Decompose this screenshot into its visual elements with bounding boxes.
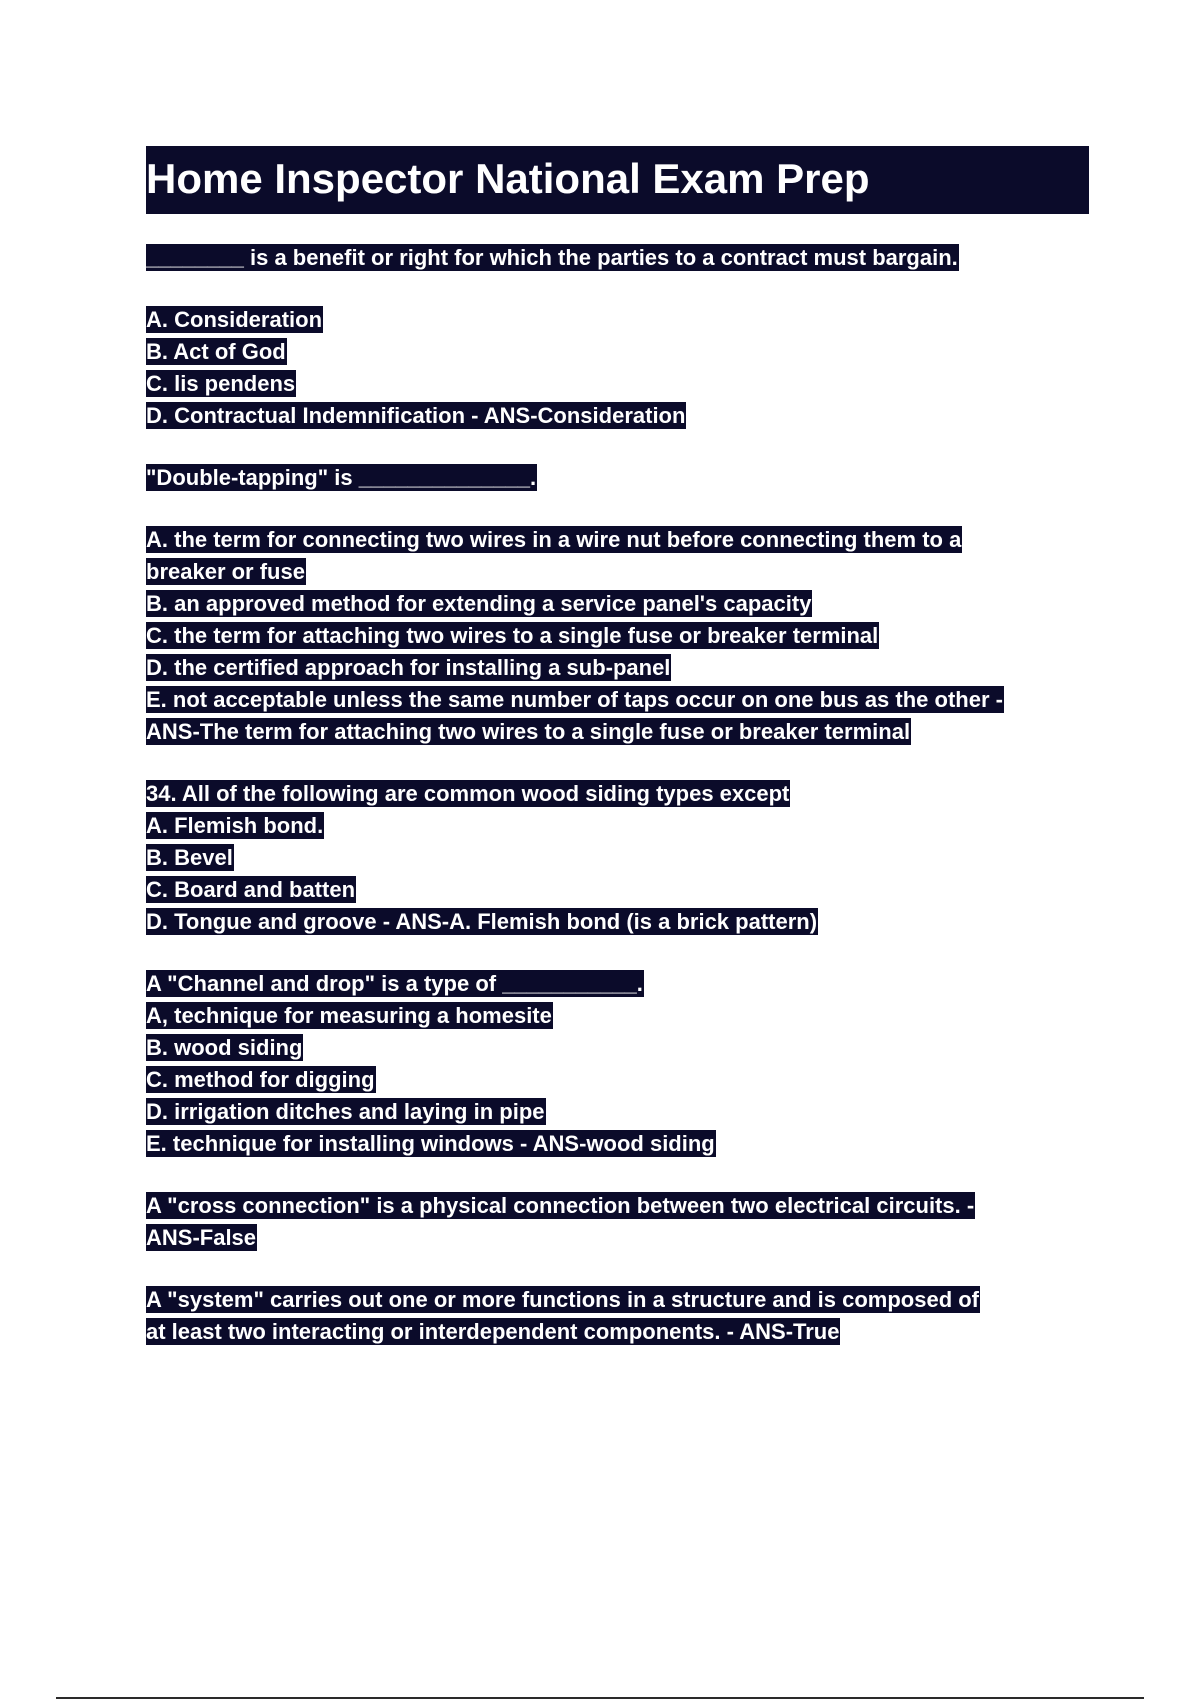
text-line	[146, 718, 1096, 750]
text-line	[146, 1318, 1096, 1350]
highlighted-text: ANS-False	[146, 1225, 257, 1250]
question-block	[146, 780, 1096, 940]
highlighted-text: B. wood siding	[146, 1035, 303, 1060]
text-line	[146, 1034, 1096, 1066]
highlighted-text: D. Tongue and groove - ANS-A. Flemish bond (is a brick pattern)	[146, 909, 818, 934]
text-line	[146, 338, 1096, 370]
highlighted-text: A. Consideration	[146, 307, 323, 332]
text-line	[146, 1286, 1096, 1318]
answer-options	[146, 306, 1096, 434]
text-line	[146, 812, 1096, 844]
highlighted-text: D. Contractual Indemnification - ANS-Consideration	[146, 403, 686, 428]
text-line	[146, 1002, 1096, 1034]
text-line	[146, 306, 1096, 338]
text-line	[146, 654, 1096, 686]
highlighted-text: A, technique for measuring a homesite	[146, 1003, 552, 1028]
text-line	[146, 1098, 1096, 1130]
highlighted-text: A. the term for connecting two wires in a wire nut before connecting them to a	[146, 527, 962, 552]
highlighted-text: C. the term for attaching two wires to a single fuse or breaker terminal	[146, 623, 879, 648]
highlighted-text: D. irrigation ditches and laying in pipe	[146, 1099, 545, 1124]
answer-options	[146, 526, 1096, 750]
question-block	[146, 464, 1096, 496]
text-line	[146, 370, 1096, 402]
question-block	[146, 1192, 1096, 1256]
text-line	[146, 970, 1096, 1002]
highlighted-text: B. Act of God	[146, 339, 286, 364]
text-line	[146, 244, 1096, 276]
highlighted-text: breaker or fuse	[146, 559, 305, 584]
text-line	[146, 908, 1096, 940]
highlighted-text: E. technique for installing windows - ANS-wood siding	[146, 1131, 715, 1156]
text-line	[146, 1224, 1096, 1256]
text-line	[146, 686, 1096, 718]
highlighted-text: C. method for digging	[146, 1067, 375, 1092]
text-line	[146, 1192, 1096, 1224]
text-line	[146, 464, 1096, 496]
page-title: Home Inspector National Exam Prep	[146, 155, 870, 202]
footer-divider	[56, 1697, 1144, 1699]
highlighted-text: B. Bevel	[146, 845, 233, 870]
highlighted-text: A "cross connection" is a physical connection between two electrical circuits. -	[146, 1193, 975, 1218]
highlighted-text: at least two interacting or interdependent components. - ANS-True	[146, 1319, 840, 1344]
title-banner	[146, 146, 1089, 214]
question-block	[146, 1286, 1096, 1350]
highlighted-text: A "system" carries out one or more functions in a structure and is composed of	[146, 1287, 980, 1312]
question-block	[146, 244, 1096, 276]
text-line	[146, 526, 1096, 558]
text-line	[146, 780, 1096, 812]
highlighted-text: "Double-tapping" is ______________.	[146, 465, 537, 490]
highlighted-text: B. an approved method for extending a service panel's capacity	[146, 591, 812, 616]
text-line	[146, 558, 1096, 590]
text-line	[146, 590, 1096, 622]
highlighted-text: D. the certified approach for installing a sub-panel	[146, 655, 671, 680]
text-line	[146, 1066, 1096, 1098]
highlighted-text: E. not acceptable unless the same number of taps occur on one bus as the other -	[146, 687, 1003, 712]
highlighted-text: C. Board and batten	[146, 877, 356, 902]
highlighted-text: 34. All of the following are common wood siding types except	[146, 781, 790, 806]
text-line	[146, 876, 1096, 908]
text-line	[146, 622, 1096, 654]
highlighted-text: A "Channel and drop" is a type of ___________.	[146, 971, 643, 996]
highlighted-text: ________ is a benefit or right for which the parties to a contract must bargain.	[146, 245, 958, 270]
highlighted-text: A. Flemish bond.	[146, 813, 324, 838]
text-line	[146, 402, 1096, 434]
highlighted-text: ANS-The term for attaching two wires to a single fuse or breaker terminal	[146, 719, 911, 744]
text-line	[146, 844, 1096, 876]
question-list	[146, 244, 1096, 1380]
question-block	[146, 970, 1096, 1162]
highlighted-text: C. lis pendens	[146, 371, 296, 396]
text-line	[146, 1130, 1096, 1162]
